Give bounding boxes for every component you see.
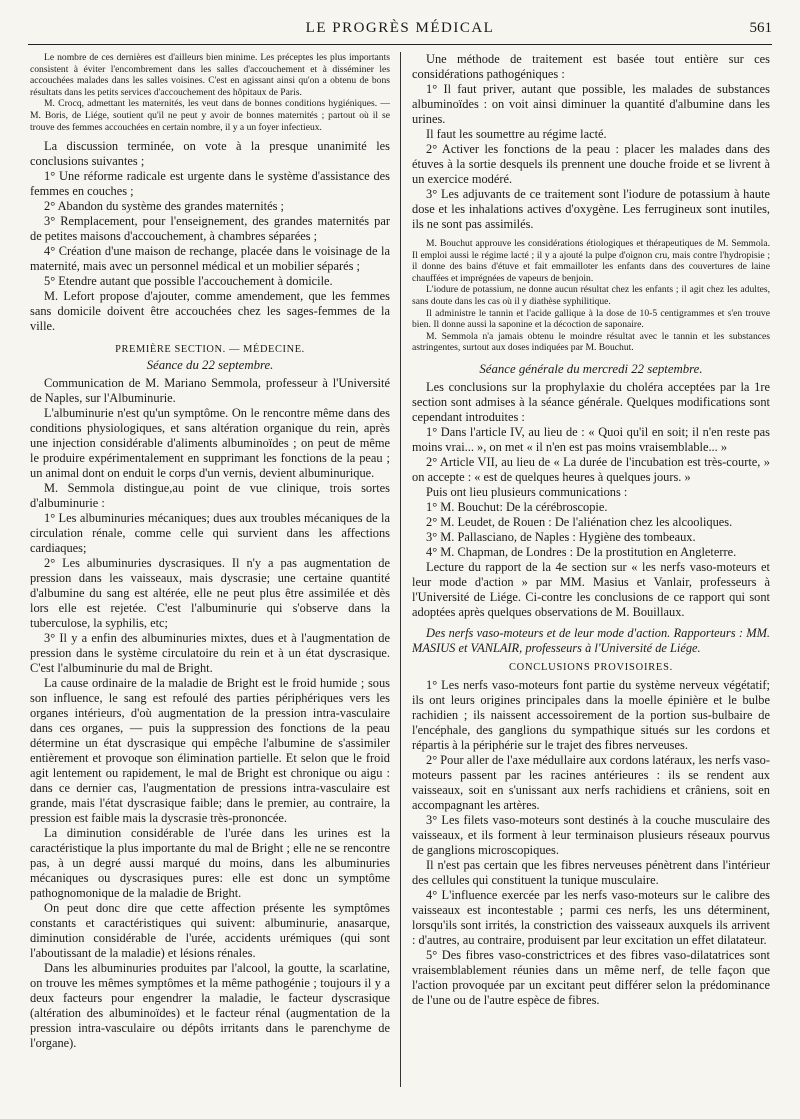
journal-title: LE PROGRÈS MÉDICAL (305, 20, 495, 36)
left-column (30, 52, 390, 1112)
paragraph: 5° Des fibres vaso-constrictrices et des fibres vaso-dilatatrices sont vraisemblablement réunies dans un même nerf, de telle façon que l'action provoquée par un excitant peut différer selon la prédominance de l'une ou de l'autre espèce de fibres. (412, 947, 770, 1007)
paragraph: 1° Une réforme radicale est urgente dans le système d'assistance des femmes en couches ; (30, 169, 390, 199)
paragraph: 2° Abandon du système des grandes maternités ; (44, 199, 284, 214)
paragraph: Il faut les soumettre au régime lacté. (426, 127, 607, 141)
paragraph: 3° M. Pallasciano, de Naples : Hygiène des tombeaux. (426, 529, 696, 544)
small-paragraph: Il administre le tannin et l'acide gallique à la dose de 10-5 centigrammes et s'en trouve bien. Il donne aussi la saponine et la décoction de saponaire. (412, 307, 770, 331)
conclusions-heading: CONCLUSIONS PROVISOIRES. (508, 661, 674, 673)
paragraph: Lecture du rapport de la 4e section sur « les nerfs vaso-moteurs et leur mode d'action » par MM. Masius et Vanlair, professeurs à l'Université de Liége. Ci-contre les conclusions de ce rapport qui sont adoptées après quelques observations de M. Bouillaux. (412, 559, 770, 619)
small-paragraph: L'iodure de potassium, ne donne aucun résultat chez les enfants ; il agit chez les adultes, sans doute dans les cas où il y diathèse syphilitique. (412, 284, 770, 307)
right-column (412, 52, 770, 1112)
paragraph: 1° Les albuminuries mécaniques; dues aux troubles mécaniques de la circulation rénale, comme celle qui survient dans les affections cardiaques; (30, 511, 390, 556)
small-paragraph: M. Crocq, admettant les maternités, les veut dans de bonnes conditions hygiéniques. — M. Boris, de Liége, soutient qu'il ne peut y avoir de bonnes maternités ; partout où il se trouve des femmes accouchées en certain nombre, il y a un foyer infectieux. (30, 98, 390, 133)
small-paragraph: M. Semmola n'a jamais obtenu le moindre résultat avec le tannin et les substances astringentes, surtout aux doses indiquées par M. Bouchut. (412, 330, 770, 354)
paragraph: 4° M. Chapman, de Londres : De la prostitution en Angleterre. (426, 544, 737, 559)
paragraph: 4° L'influence exercée par les nerfs vaso-moteurs sur le calibre des vaisseaux est incontestable ; parmi ces nerfs, les uns déterminent, lorsqu'ils sont irrités, la constriction des vaisseaux auxquels ils arrivent : d'autres, au contraire, produisent par leur excitation un effet dilatateur. (412, 887, 770, 947)
paragraph: Une méthode de traitement est basée tout entière sur ces considérations pathogéniques : (412, 52, 770, 81)
paragraph: 1° M. Bouchut: De la cérébroscopie. (426, 499, 608, 514)
paragraph: 2° Article VII, au lieu de « La durée de l'incubation est très-courte, » on accepte : « est de quelques heures à quelques jours. » (412, 454, 770, 484)
small-paragraph: Le nombre de ces dernières est d'ailleurs bien minime. Les préceptes les plus importants consistent à éviter l'encombrement dans les salles d'accouchement et à disséminer les accouchées malades dans les salles voisines. C'est en agissant ainsi qu'on a obtenu de bons résultats dans les petits services d'accouchement des hôpitaux de Paris. (30, 52, 390, 98)
paragraph: 1° Les nerfs vaso-moteurs font partie du système nerveux végétatif; ils ont leurs origines principales dans la moelle épinière et le bulbe rachidien ; ils naissent accessoirement de la portion sus-bulbaire de l'encéphale, des ganglions du sympathique situés sur les cordons et répartis à la périphérie sur le trajet des fibres nerveuses. (412, 677, 770, 752)
paragraph: 3° Les adjuvants de ce traitement sont l'iodure de potassium à haute dose et les inhalations actives d'oxygène. Les ferrugineux sont inutiles, ils ne sont pas assimilés. (412, 187, 770, 231)
section-heading: PREMIÈRE SECTION. — MÉDECINE. (115, 344, 305, 356)
page-header (28, 18, 772, 45)
paragraph: Puis ont lieu plusieurs communications : (426, 484, 628, 499)
paragraph: On peut donc dire que cette affection présente les symptômes constants et caractéristiques qui suivent: albuminurie, anasarque, diminution considérable de l'urée, accidents urémiques (qui sont l'aboutissant de la maladie) et lésions rénales. (30, 901, 390, 961)
paragraph: 4° Création d'une maison de rechange, placée dans le voisinage de la maternité, mais avec un personnel médical et un mobilier séparés ; (30, 244, 390, 274)
paragraph: 2° Les albuminuries dyscrasiques. Il n'y a pas augmentation de pression dans les vaisseaux, mais dyscrasie; une certaine quantité d'albumine du sang est altérée, elle ne peut plus être assimilée et dès lors elle est rejetée. C'est l'albuminurie qui s'observe dans la tuberculose, la syphilis, etc; (30, 556, 390, 631)
paragraph: La discussion terminée, on vote à la presque unanimité les conclusions suivantes ; (30, 139, 390, 169)
paragraph: 1° Dans l'article IV, au lieu de : « Quoi qu'il en soit; il n'en reste pas moins vrai... », on met « il n'en est pas moins vraisemblable... » (412, 424, 770, 454)
page-number: 561 (749, 20, 772, 36)
session-heading: Séance générale du mercredi 22 septembre. (479, 361, 703, 376)
paragraph: 2° Pour aller de l'axe médullaire aux cordons latéraux, les nerfs vaso-moteurs passent par les racines antérieures : ils se rendent aux vaisseaux, soit en s'unissant aux nerfs rachidiens et crâniens, soit en accompagnant les artères. (412, 752, 770, 812)
paragraph: 1° Il faut priver, autant que possible, les malades de substances albuminoïdes : on voit ainsi diminuer la quantité d'albumine dans les urines. (412, 82, 770, 126)
report-title: Des nerfs vaso-moteurs et de leur mode d'action. Rapporteurs : MM. MASIUS et VANLAIR, professeurs à l'Université de Liége. (412, 625, 770, 655)
paragraph: 5° Etendre autant que possible l'accouchement à domicile. (44, 274, 333, 289)
session-heading: Séance du 22 septembre. (146, 358, 274, 373)
paragraph: Les conclusions sur la prophylaxie du choléra acceptées par la 1re section sont admises à la séance générale. Quelques modifications sont cependant introduites : (412, 379, 770, 424)
small-paragraph: M. Bouchut approuve les considérations étiologiques et thérapeutiques de M. Semmola. Il emploi aussi le régime lacté ; il y a ajouté la pulpe d'oignon cru, mais contre l'hydropisie ; il donne des bains d'étuve et fait emmailloter les enfants dans des couvertures de laine chauffées et imprégnées de vapeurs de benjoin. (412, 238, 770, 284)
paragraph: La diminution considérable de l'urée dans les urines est la caractéristique la plus importante du mal de Bright ; elle ne se rencontre pas, à un degré aussi marqué du moins, dans les albuminuries mécaniques ou dyscrasiques pures: elle est donc un symptôme pathognomonique de la maladie de Bright. (30, 826, 390, 901)
paragraph: La cause ordinaire de la maladie de Bright est le froid humide ; sous son influence, le sang est refoulé des parties périphériques vers les organes intérieurs, d'où augmentation de la pression intra-vasculaire dans ces organes, — puis la suppression des fonctions de la peau détermine un état dyscrasique qui empêche l'albumine de s'assimiler entièrement et provoque son élimination partielle. Et selon que le froid agit lentement ou rapidement, le mal de Bright est chronique ou aigu : dans ce dernier cas, l'augmentation de pressions intra-vasculaire est grande, mais l'état dyscrasique faible; dans le premier, au contraire, la pression est faible mais la dyscrasie très-prononcée. (30, 676, 390, 826)
paragraph: Communication de M. Mariano Semmola, professeur à l'Université de Naples, sur l'Albuminurie. (30, 376, 390, 406)
paragraph: M. Lefort propose d'ajouter, comme amendement, que les femmes sans domicile doivent être accouchées chez les sages-femmes de la ville. (30, 289, 390, 334)
paragraph: L'albuminurie n'est qu'un symptôme. On le rencontre même dans des conditions physiologiques, et sans altération organique du rein, après une injection considérable d'aliments albuminoïdes ; on peut de même le produire expérimentalement en supprimant les fonctions de la peau ; un animal dont on enduit le corps d'un vernis, devient albuminurique. (30, 406, 390, 481)
paragraph: 2° M. Leudet, de Rouen : De l'aliénation chez les alcooliques. (426, 514, 733, 529)
paragraph: Dans les albuminuries produites par l'alcool, la goutte, la scarlatine, on trouve les mêmes symptômes et la même pathogénie ; toujours il y a deux facteurs pour engendrer la maladie, le facteur dyscrasique (altération des albuminoïdes) et le facteur rénal (augmentation de la pression intra-vasculaire ou dépôts irritants dans le parenchyme de l'organe). (30, 961, 390, 1051)
paragraph: 3° Il y a enfin des albuminuries mixtes, dues et à l'augmentation de pression dans le système circulatoire du rein et à un état dyscrasique. C'est l'albuminurie du mal de Bright. (30, 631, 390, 676)
paragraph: 2° Activer les fonctions de la peau : placer les malades dans des étuves à la sortie desquels ils prennent une douche froide et se livrent à un exercice modéré. (412, 142, 770, 186)
paragraph: M. Semmola distingue,au point de vue clinique, trois sortes d'albuminurie : (30, 481, 390, 511)
paragraph: 3° Les filets vaso-moteurs sont destinés à la couche musculaire des vaisseaux, et ils forment à leur terminaison plusieurs réseaux pourvus de ganglions microscopiques. (412, 812, 770, 857)
paragraph: Il n'est pas certain que les fibres nerveuses pénètrent dans l'intérieur des cellules qui constituent la tunique musculaire. (412, 857, 770, 887)
column-rule (400, 52, 401, 1087)
paragraph: 3° Remplacement, pour l'enseignement, des grandes maternités par de petites maisons d'accouchement, à chambres séparées ; (30, 214, 390, 244)
